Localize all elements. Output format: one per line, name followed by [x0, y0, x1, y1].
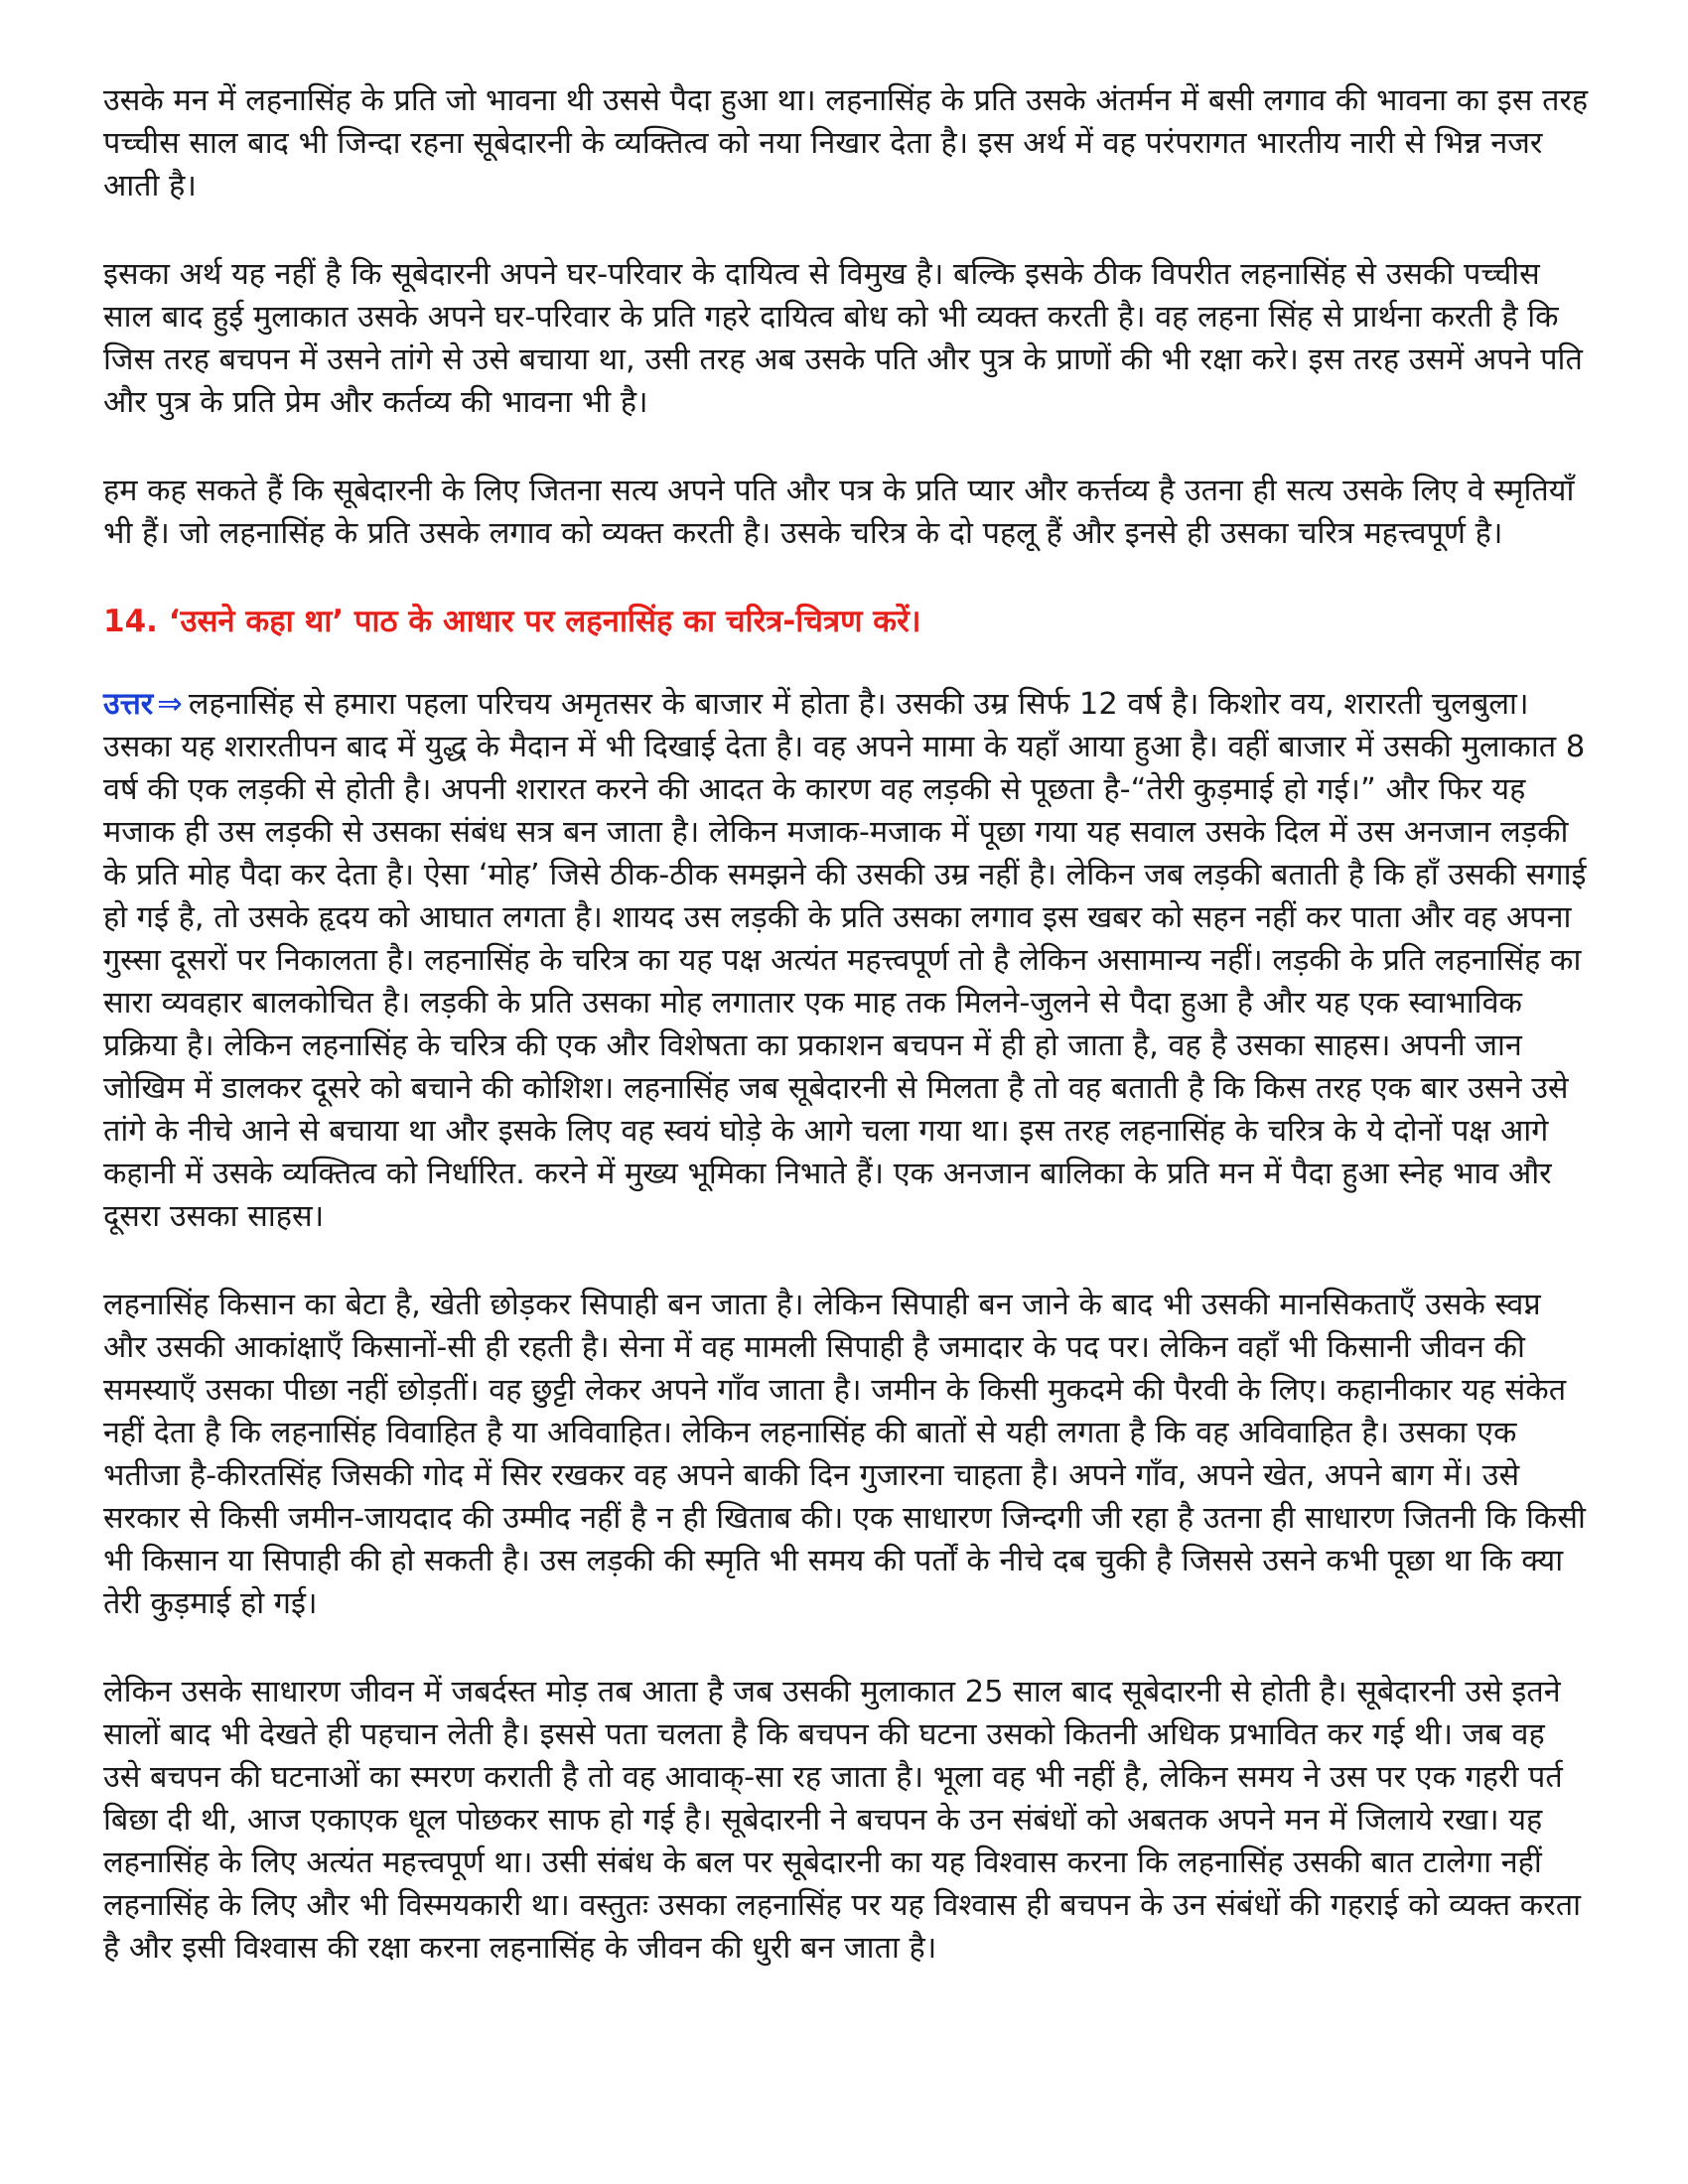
paragraph: उसके मन में लहनासिंह के प्रति जो भावना थी उससे पैदा हुआ था। लहनासिंह के प्रति उसके अंतर्मन में बसी लगाव की भावना का इस तरह पच्चीस साल बाद भी जिन्दा रहना सूबेदारनी के व्यक्तित्व को नया निखार देता है। इस अर्थ में वह परंपरागत भारतीय नारी से भिन्न नजर आती है। [103, 83, 1589, 204]
answer-label: उत्तर [103, 687, 154, 722]
paragraph: लेकिन उसके साधारण जीवन में जबर्दस्त मोड़ तब आता है जब उसकी मुलाकात 25 साल बाद सूबेदारनी से होती है। सूबेदारनी उसे इतने सालों बाद भी देखते ही पहचान लेती है। इससे पता चलता है कि बचपन की घटना उसको कितनी अधिक प्रभावित कर गई थी। जब वह उसे बचपन की घटनाओं का स्मरण कराती है तो वह आवाक्-सा रह जाता है। भूला वह भी नहीं है, लेकिन समय ने उस पर एक गहरी पर्त बिछा दी थी, आज एकाएक धूल पोछकर साफ हो गई है। सूबेदारनी ने बचपन के उन संबंधों को अबतक अपने मन में जिलाये रखा। यह लहनासिंह के लिए अत्यंत महत्त्वपूर्ण था। उसी संबंध के बल पर सूबेदारनी का यह विश्वास करना कि लहनासिंह उसकी बात टालेगा नहीं लहनासिंह के लिए और भी विस्मयकारी था। वस्तुतः उसका लहनासिंह पर यह विश्वास ही बचपन के उन संबंधों की गहराई को व्यक्त करता है और इसी विश्वास की रक्षा करना लहनासिंह के जीवन की धुरी बन जाता है। [103, 1675, 1581, 1966]
document-page [103, 79, 1589, 2015]
answer-paragraph [103, 683, 1589, 1238]
paragraph: हम कह सकते हैं कि सूबेदारनी के लिए जितना सत्य अपने पति और पत्र के प्रति प्यार और कर्त्तव्य है उतना ही सत्य उसके लिए वे स्मृतियाँ भी हैं। जो लहनासिंह के प्रति उसके लगाव को व्यक्त करती है। उसके चरित्र के दो पहलू हैं और इनसे ही उसका चरित्र महत्त्वपूर्ण है। [103, 474, 1575, 551]
paragraph: इसका अर्थ यह नहीं है कि सूबेदारनी अपने घर-परिवार के दायित्व से विमुख है। बल्कि इसके ठीक विपरीत लहनासिंह से उसकी पच्चीस साल बाद हुई मुलाकात उसके अपने घर-परिवार के प्रति गहरे दायित्व बोध को भी व्यक्त करती है। वह लहना सिंह से प्रार्थना करती है कि जिस तरह बचपन में उसने तांगे से उसे बचाया था, उसी तरह अब उसके पति और पुत्र के प्राणों की भी रक्षा करे। इस तरह उसमें अपने पति और पुत्र के प्रति प्रेम और कर्तव्य की भावना भी है। [103, 257, 1583, 420]
paragraph: लहनासिंह किसान का बेटा है, खेती छोड़कर सिपाही बन जाता है। लेकिन सिपाही बन जाने के बाद भी उसकी मानसिकताएँ उसके स्वप्न और उसकी आकांक्षाएँ किसानों-सी ही रहती है। सेना में वह मामली सिपाही है जमादार के पद पर। लेकिन वहाँ भी किसानी जीवन की समस्याएँ उसका पीछा नहीं छोड़तीं। वह छुट्टी लेकर अपने गाँव जाता है। जमीन के किसी मुकदमे की पैरवी के लिए। कहानीकार यह संकेत नहीं देता है कि लहनासिंह विवाहित है या अविवाहित। लेकिन लहनासिंह की बातों से यही लगता है कि वह अविवाहित है। उसका एक भतीजा है-कीरतसिंह जिसकी गोद में सिर रखकर वह अपने बाकी दिन गुजारना चाहता है। अपने गाँव, अपने खेत, अपने बाग में। उसे सरकार से किसी जमीन-जायदाद की उम्मीद नहीं है न ही खिताब की। एक साधारण जिन्दगी जी रहा है उतना ही साधारण जितनी कि किसी भी किसान या सिपाही की हो सकती है। उस लड़की की स्मृति भी समय की पर्तों के नीचे दब चुकी है जिससे उसने कभी पूछा था कि क्या तेरी कुड़माई हो गई। [103, 1288, 1586, 1621]
question-heading: 14. ‘उसने कहा था’ पाठ के आधार पर लहनासिंह का चरित्र-चित्रण करें। [103, 604, 921, 639]
answer-text: लहनासिंह से हमारा पहला परिचय अमृतसर के बाजार में होता है। उसकी उम्र सिर्फ 12 वर्ष है। किशोर वय, शरारती चुलबुला। उसका यह शरारतीपन बाद में युद्ध के मैदान में भी दिखाई देता है। वह अपने मामा के यहाँ आया हुआ है। वहीं बाजार में उसकी मुलाकात 8 वर्ष की एक लड़की से होती है। अपनी शरारत करने की आदत के कारण वह लड़की से पूछता है-“तेरी कुड़माई हो गई।” और फिर यह मजाक ही उस लड़की से उसका संबंध सत्र बन जाता है। लेकिन मजाक-मजाक में पूछा गया यह सवाल उसके दिल में उस अनजान लड़की के प्रति मोह पैदा कर देता है। ऐसा ‘मोह’ जिसे ठीक-ठीक समझने की उसकी उम्र नहीं है। लेकिन जब लड़की बताती है कि हाँ उसकी सगाई हो गई है, तो उसके हृदय को आघात लगता है। शायद उस लड़की के प्रति उसका लगाव इस खबर को सहन नहीं कर पाता और वह अपना गुस्सा दूसरों पर निकालता है। लहनासिंह के चरित्र का यह पक्ष अत्यंत महत्त्वपूर्ण तो है लेकिन असामान्य नहीं। लड़की के प्रति लहनासिंह का सारा व्यवहार बालकोचित है। लड़की के प्रति उसका मोह लगातार एक माह तक मिलने-जुलने से पैदा हुआ है और यह एक स्वाभाविक प्रक्रिया है। लेकिन लहनासिंह के चरित्र की एक और विशेषता का प्रकाशन बचपन में ही हो जाता है, वह है उसका साहस। अपनी जान जोखिम में डालकर दूसरे को बचाने की कोशिश। लहनासिंह जब सूबेदारनी से मिलता है तो वह बताती है कि किस तरह एक बार उसने उसे तांगे के नीचे आने से बचाया था और इसके लिए वह स्वयं घोड़े के आगे चला गया था। इस तरह लहनासिंह के चरित्र के ये दोनों पक्ष आगे कहानी में उसके व्यक्तित्व को निर्धारित. करने में मुख्य भूमिका निभाते हैं। एक अनजान बालिका के प्रति मन में पैदा हुआ स्नेह भाव और दूसरा उसका साहस। [103, 687, 1587, 1234]
arrow-right-icon: ⇒ [157, 687, 183, 722]
